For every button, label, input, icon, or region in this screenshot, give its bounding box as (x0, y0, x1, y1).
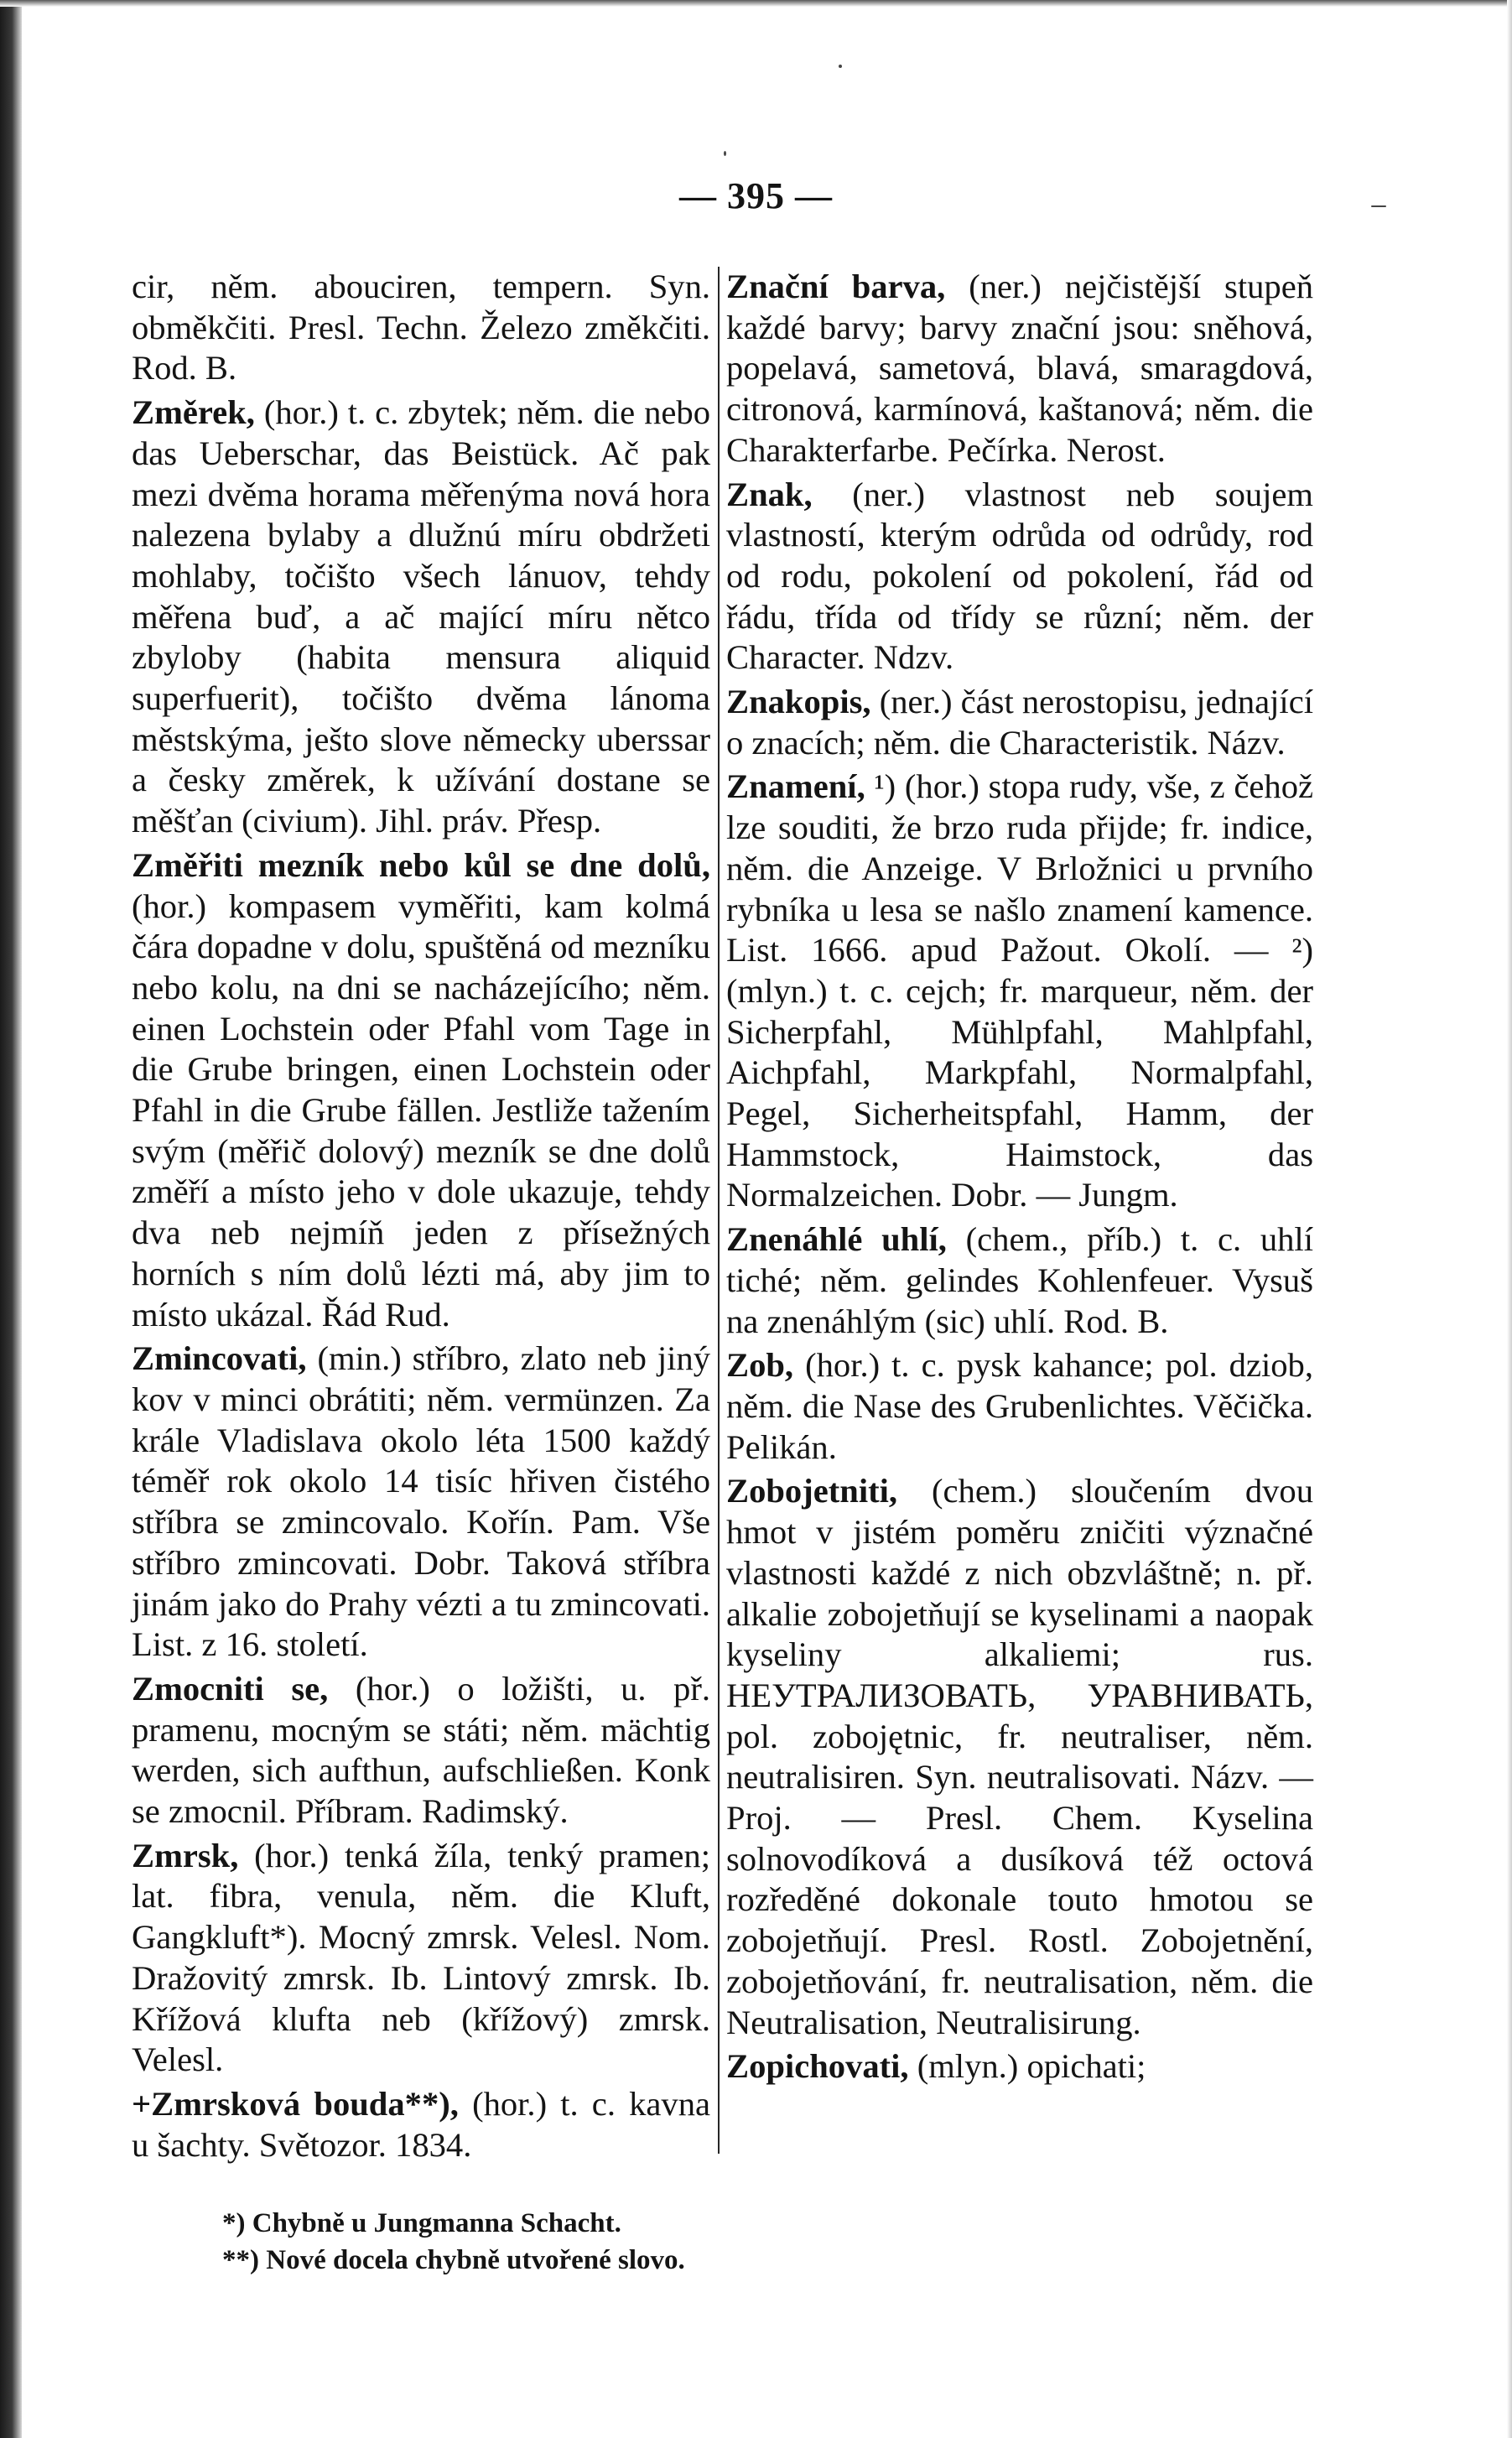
entry-headword: Znenáhlé uhlí, (726, 1220, 947, 1259)
entry-headword: Změřiti mezník nebo kůl se dne dolů, (132, 845, 710, 884)
dictionary-entry (726, 2046, 1313, 2087)
dictionary-entry (726, 1219, 1313, 1342)
footnote: *) Chybně u Jungmanna Schacht. (222, 2208, 621, 2238)
entry-headword: Zob, (726, 1346, 794, 1385)
entry-body: (ner.) vlastnost neb soujem vlastností, kterým odrůda od odrůdy, rod od rodu, pokolení od pokolení, řád od řádu, třída od třídy se různí; něm. der Character. Ndzv. (726, 475, 1313, 677)
entry-headword: Zmincovati, (132, 1339, 307, 1378)
entry-headword: Zmrsk, (132, 1836, 239, 1874)
entry-body: (mlyn.) opichati; (917, 2047, 1146, 2086)
right-column (726, 267, 1313, 2087)
dictionary-entry (132, 267, 710, 389)
dictionary-entry (132, 2084, 710, 2165)
footnotes (222, 2205, 1229, 2279)
entry-body: (hor.) tenká žíla, tenký pramen; lat. fibra, venula, něm. die Kluft, Gangkluft*). Mocný zmrsk. Velesl. Nom. Dražovitý zmrsk. Ib. Lintový zmrsk. Ib. Křížová klufta neb (křížový) zmrsk. Velesl. (132, 1836, 710, 2079)
dictionary-entry (726, 682, 1313, 763)
dictionary-entry (132, 1836, 710, 2081)
entry-headword: Znamení, (726, 767, 865, 806)
entry-body: (hor.) t. c. pysk kahance; pol. dziob, něm. die Nase des Grubenlichtes. Věčička. Pelikán. (726, 1346, 1313, 1466)
dictionary-entry (132, 392, 710, 842)
entry-body: (min.) stříbro, zlato neb jiný kov v minci obrátiti; něm. vermünzen. Za krále Vladislava okolo léta 1500 každý téměř rok okolo 14 tisíc hřiven čistého stříbra se zmincovalo. Kořín. Pam. Vše stříbro zmincovati. Dobr. Taková stříbra jinám jako do Prahy vézti a tu zmincovati. List. z 16. století. (132, 1339, 710, 1664)
entry-headword: Znak, (726, 475, 813, 513)
entry-body: (hor.) o ložišti, u. př. pramenu, mocným se státi; něm. mächtig werden, sich aufthun, aufschließen. Konk se zmocnil. Příbram. Radimský. (132, 1669, 710, 1831)
entry-body: (hor.) t. c. kavna u šachty. Světozor. 1834. (132, 2084, 710, 2164)
entry-headword: Znační barva, (726, 268, 946, 305)
scan-speck (1371, 205, 1386, 207)
entry-body: ¹) (hor.) stopa rudy, vše, z čehož lze souditi, že brzo ruda přijde; fr. indice, něm. die Anzeige. V Brložnici u prvního rybníka u lesa se našlo znamení kamence. List. 1666. apud Pažout. Okolí. — ²) (mlyn.) t. c. cejch; fr. marqueur, něm. der Sicherpfahl, Mühlpfahl, Mahlpfahl, Aichpfahl, Markpfahl, Normalpfahl, Pegel, Sicherheitspfahl, Hamm, der Hammstock, Haimstock, das Normalzeichen. Dobr. — Jungm. (726, 767, 1313, 1214)
entry-headword: +Zmrsková bouda**), (132, 2084, 459, 2123)
entry-body: (hor.) kompasem vyměřiti, kam kolmá čára dopadne v dolu, spuštěná od mezníku nebo kolu, na dni se nacházejícího; něm. einen Lochstein oder Pfahl vom Tage in die Grube bringen, einen Lochstein oder Pfahl in die Grube fällen. Jestliže tažením svým (měřič dolový) mezník se dne dolů změří a místo jeho v dole ukazuje, tehdy dva neb nejmíň jeden z přísežných horních s ním dolů lézti má, aby jim to místo ukázal. Řád Rud. (132, 886, 710, 1333)
scan-speck (724, 151, 726, 156)
entry-headword: Znakopis, (726, 683, 871, 721)
dictionary-entry (726, 1345, 1313, 1468)
entry-body: (ner.) nejčistější stupeň každé barvy; barvy znační jsou: sněhová, popelavá, sametová, blavá, smaragdová, citronová, karmínová, kaštanová; něm. die Charakterfarbe. Pečírka. Nerost. (726, 268, 1313, 469)
entry-body: (chem., příb.) t. c. uhlí tiché; něm. gelindes Kohlenfeuer. Vysuš na znenáhlým (sic) uhlí. Rod. B. (726, 1220, 1313, 1340)
entry-body: (chem.) sloučením dvou hmot v jistém poměru zničiti význačné vlastnosti každé z nich obzvláštně; n. př. alkalie zobojetňují se kyselinami a naopak kyseliny alkaliemi; rus. НЕУТРАЛИЗОВАТЬ, УРАВНИВАТЬ, pol. zobojętnic, fr. neutraliser, něm. neutralisiren. Syn. neutralisovati. Názv. — Proj. — Presl. Chem. Kyselina solnovodíková a dusíková též octová rozředěné dokonale touto hmotou se zobojetňují. Presl. Rostl. Zobojetnění, zobojetňování, fr. neutralisation, něm. die Neutralisation, Neutralisirung. (726, 1472, 1313, 2041)
dictionary-entry (726, 475, 1313, 679)
entry-body: cir, něm. abouciren, tempern. Syn. obměkčiti. Presl. Techn. Železo změkčiti. Rod. B. (132, 268, 710, 387)
entry-headword: Změrek, (132, 393, 255, 432)
left-column (132, 267, 710, 2165)
footnote: **) Nové docela chybně utvořené slovo. (222, 2245, 685, 2275)
scan-speck (839, 65, 842, 68)
dictionary-entry (726, 767, 1313, 1216)
dictionary-entry (132, 845, 710, 1335)
dictionary-entry (726, 1471, 1313, 2043)
entry-headword: Zmocniti se, (132, 1669, 329, 1708)
dictionary-entry (726, 267, 1313, 471)
dictionary-entry (132, 1669, 710, 1832)
page-edge-top (0, 0, 1512, 7)
dictionary-entry (132, 1339, 710, 1666)
entry-headword: Zobojetniti, (726, 1472, 898, 1510)
page-edge-right (1507, 0, 1512, 2438)
entry-body: (hor.) t. c. zbytek; něm. die nebo das Ueberschar, das Beistück. Ač pak mezi dvěma horama měřenýma nová hora nalezena bylaby a dlužnú míru obdržeti mohlaby, točišto všech lánuov, tehdy měřena buď, a ač mající míru nětco zbyloby (habita mensura aliquid superfuerit), točišto dvěma lánoma městskýma, ješto slove německy uberssar a česky změrek, k užívání dostane se měšťan (civium). Jihl. práv. Přesp. (132, 393, 710, 840)
entry-body: (ner.) část nerostopisu, jednající o znacích; něm. die Characteristik. Názv. (726, 683, 1313, 762)
column-divider (718, 267, 720, 2154)
page-number: — 395 — (679, 175, 833, 216)
page-edge-left (0, 0, 22, 2438)
entry-headword: Zopichovati, (726, 2047, 909, 2086)
